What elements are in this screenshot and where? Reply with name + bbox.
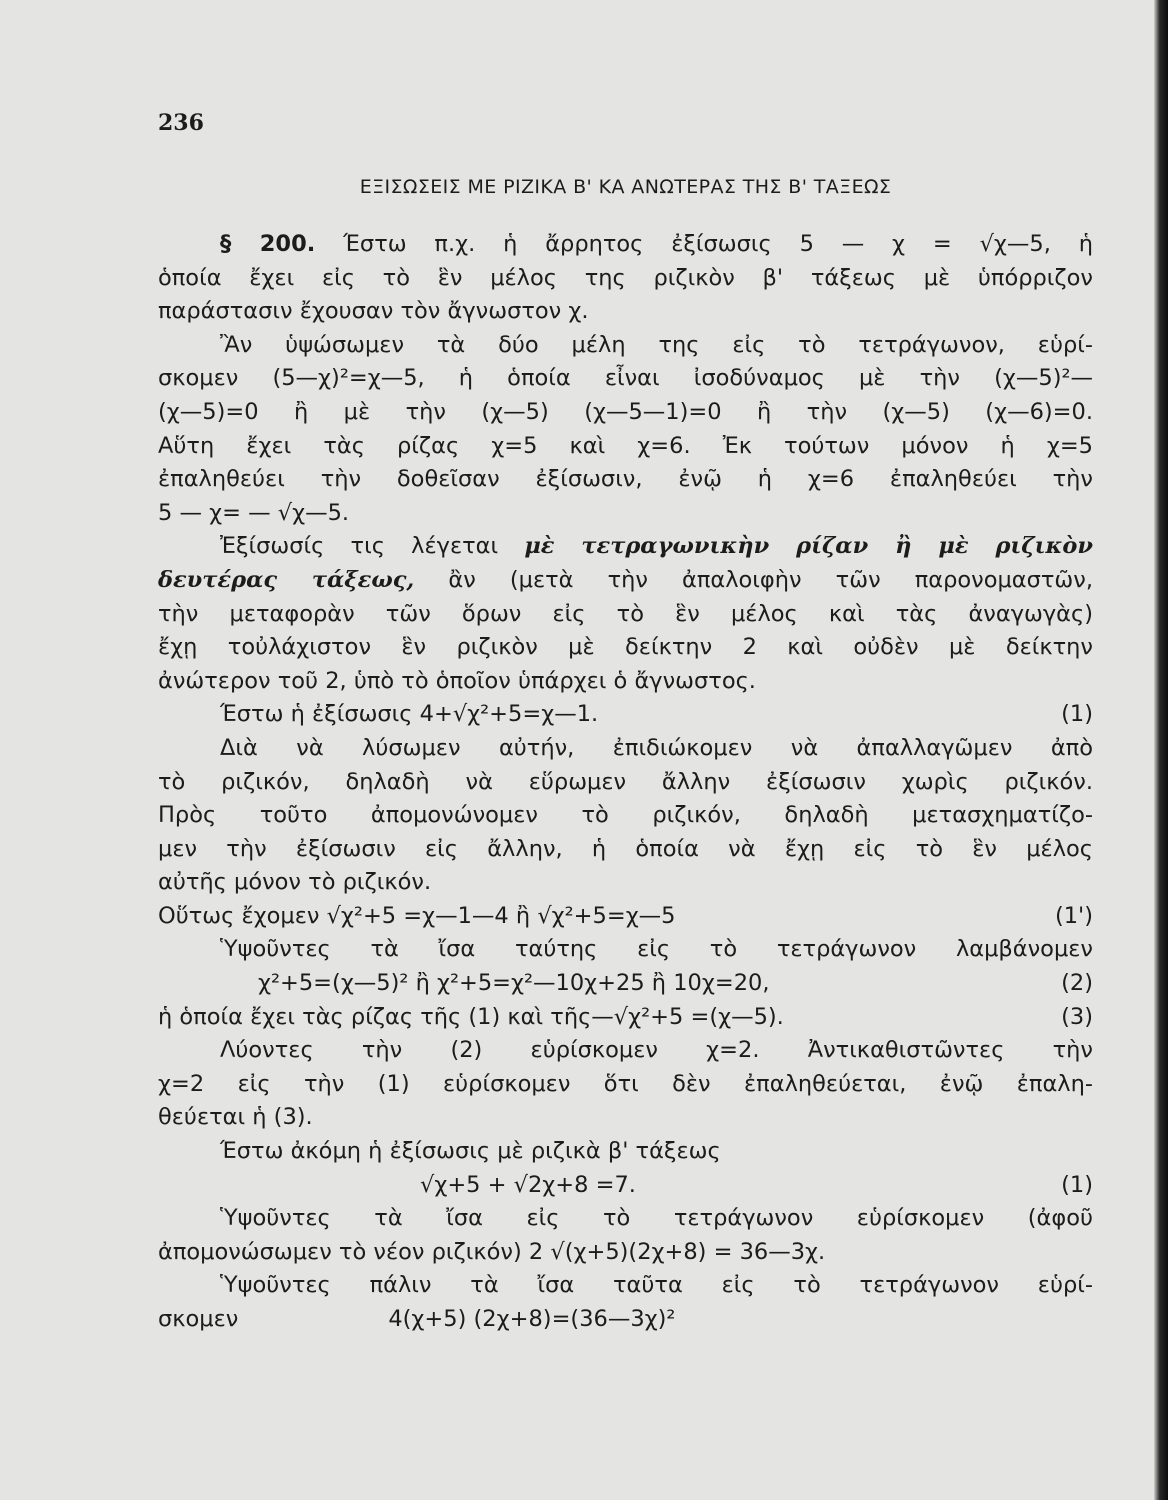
equation: √χ+5 + √2χ+8 =7.: [420, 1171, 636, 1198]
equation: Οὕτως ἔχομεν √χ²+5 =χ—1—4 ἢ √χ²+5=χ—5: [158, 902, 676, 929]
text-line: τὴν μεταφορὰν τῶν ὅρων εἰς τὸ ἓν μέλος καὶ τὰς ἀναγωγὰς): [158, 600, 1093, 627]
text-line: (χ—5)=0 ἢ μὲ τὴν (χ—5) (χ—5—1)=0 ἢ τὴν (χ—5) (χ—6)=0.: [158, 398, 1093, 425]
equation: 4(χ+5) (2χ+8)=(36—3χ)²: [388, 1306, 676, 1332]
book-page: [158, 100, 1093, 1480]
text-line: ἀνώτερον τοῦ 2, ὑπὸ τὸ ὁποῖον ὑπάρχει ὁ ἄγνωστος.: [158, 667, 756, 694]
equation: χ²+5=(χ—5)² ἢ χ²+5=χ²—10χ+25 ἢ 10χ=20,: [258, 970, 770, 997]
section-number: § 200.: [220, 231, 316, 257]
text-line: τὸ ριζικόν, δηλαδὴ νὰ εὕρωμεν ἄλλην ἐξίσωσιν χωρὶς ριζικόν.: [158, 768, 1093, 795]
text-line: ἐπαληθεύει τὴν δοθεῖσαν ἐξίσωσιν, ἐνῷ ἡ χ=6 ἐπαληθεύει τὴν: [158, 466, 1093, 493]
text-line: σκομεν (5—χ)²=χ—5, ἡ ὁποία εἶναι ἰσοδύναμος μὲ τὴν (χ—5)²—: [158, 365, 1093, 392]
text-line: παράστασιν ἔχουσαν τὸν ἄγνωστον χ.: [158, 298, 589, 325]
text-line: [158, 1303, 1093, 1337]
text-line: χ=2 εἰς τὴν (1) εὑρίσκομεν ὅτι δὲν ἐπαληθεύεται, ἐνῷ ἐπαλη-: [158, 1070, 1093, 1097]
text-line: 5 — χ= — √χ—5.: [158, 499, 350, 526]
definition-term: δευτέρας τάξεως,: [158, 566, 415, 593]
equation-number: (1): [1061, 701, 1093, 728]
running-head: ΕΞΙΣΩΣΕΙΣ ΜΕ ΡΙΖΙΚΑ Β' ΚΑ ΑΝΩΤΕΡΑΣ ΤΗΣ Β' ΤΑΞΕΩΣ: [359, 176, 892, 198]
text-line: θεύεται ἡ (3).: [158, 1104, 313, 1131]
equation-number: (3): [1061, 1003, 1093, 1030]
book-spine-edge: [1154, 0, 1168, 1500]
equation: Έστω ἡ ἐξίσωσις 4+√χ²+5=χ—1.: [220, 701, 599, 728]
text-line: [158, 530, 1093, 564]
equation-line: [158, 1169, 1093, 1203]
text-span: σκομεν: [158, 1306, 239, 1332]
definition-term: μὲ τετραγωνικὴν ρίζαν ἢ μὲ ριζικὸν: [524, 533, 1093, 560]
text-line: Ὑψοῦντες τὰ ἴσα ταύτης εἰς τὸ τετράγωνον λαμβάνομεν: [220, 936, 1093, 963]
equation-number: (2): [1061, 970, 1093, 997]
text-span: Ἐξίσωσίς τις λέγεται: [220, 533, 525, 560]
equation: ἡ ὁποία ἔχει τὰς ρίζας τῆς (1) καὶ τῆς—√χ²+5 =(χ—5).: [158, 1003, 784, 1030]
text-line: Ὑψοῦντες τὰ ἴσα εἰς τὸ τετράγωνον εὑρίσκομεν (ἀφοῦ: [220, 1205, 1093, 1232]
text-line: αὐτῆς μόνον τὸ ριζικόν.: [158, 869, 432, 896]
text-line: Πρὸς τοῦτο ἀπομονώνομεν τὸ ριζικόν, δηλαδὴ μετασχηματίζο-: [158, 802, 1093, 829]
text-line: Ὑψοῦντες πάλιν τὰ ἴσα ταῦτα εἰς τὸ τετράγωνον εὑρί-: [220, 1272, 1093, 1299]
equation-line: [158, 698, 1093, 732]
text-line: [158, 564, 1093, 598]
equation-line: [158, 1001, 1093, 1035]
text-span: ἂν (μετὰ τὴν ἀπαλοιφὴν τῶν παρονομαστῶν,: [414, 566, 1093, 593]
text-line: [158, 228, 1093, 262]
text-line: ἀπομονώσωμεν τὸ νέον ριζικόν) 2 √(χ+5)(2χ+8) = 36—3χ.: [158, 1238, 826, 1265]
text-line: Διὰ νὰ λύσωμεν αὐτήν, ἐπιδιώκομεν νὰ ἀπαλλαγῶμεν ἀπὸ: [220, 734, 1093, 761]
text-line: μεν τὴν ἐξίσωσιν εἰς ἄλλην, ἡ ὁποία νὰ ἔχῃ εἰς τὸ ἓν μέλος: [158, 835, 1093, 862]
text-line: ἔχῃ τοὐλάχιστον ἓν ριζικὸν μὲ δείκτην 2 καὶ οὐδὲν μὲ δείκτην: [158, 634, 1093, 661]
text-line: Ἂν ὑψώσωμεν τὰ δύο μέλη της εἰς τὸ τετράγωνον, εὑρί-: [220, 331, 1093, 358]
equation-number: (1'): [1054, 902, 1093, 929]
text-line: Αὕτη ἔχει τὰς ρίζας χ=5 καὶ χ=6. Ἐκ τούτων μόνον ἡ χ=5: [158, 432, 1093, 459]
text-span: Έστω π.χ. ἡ ἄρρητος ἐξίσωσις 5 — χ = √χ—5, ἡ: [343, 231, 1093, 257]
page-number: 236: [158, 110, 204, 136]
equation-line: [158, 967, 1093, 1001]
text-line: Έστω ἀκόμη ἡ ἐξίσωσις μὲ ριζικὰ β' τάξεως: [220, 1138, 721, 1165]
text-line: Λύοντες τὴν (2) εὑρίσκομεν χ=2. Ἀντικαθιστῶντες τὴν: [220, 1037, 1093, 1064]
text-line: ὁποία ἔχει εἰς τὸ ἓν μέλος της ριζικὸν β' τάξεως μὲ ὑπόρριζον: [158, 264, 1093, 291]
body-text: [158, 228, 1093, 1337]
equation-line: [158, 900, 1093, 934]
equation-number: (1): [1061, 1171, 1093, 1198]
